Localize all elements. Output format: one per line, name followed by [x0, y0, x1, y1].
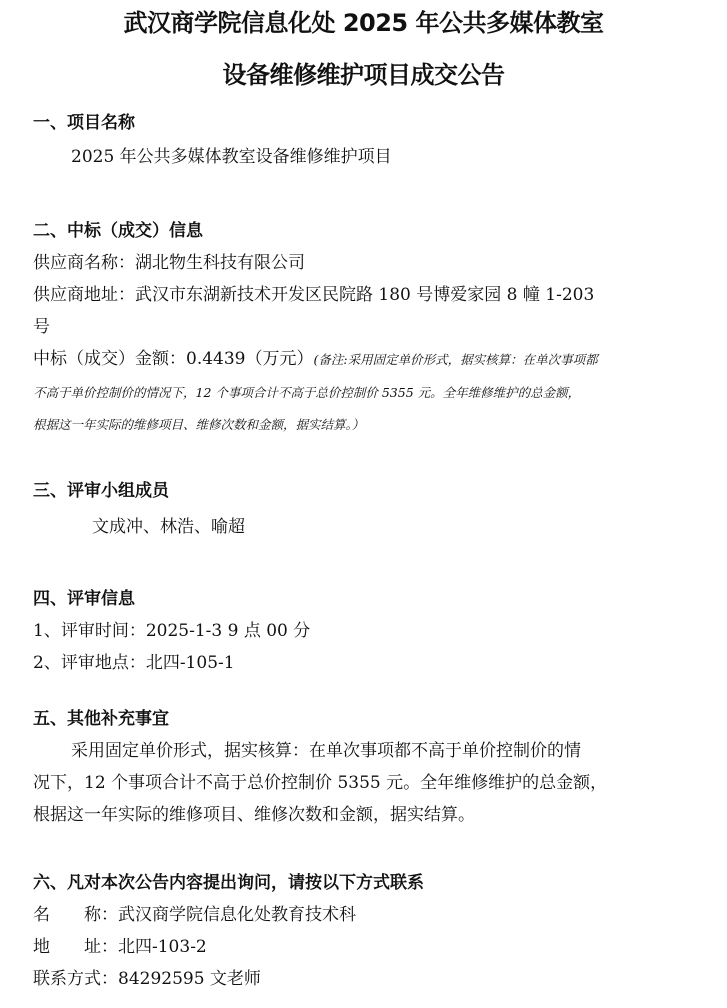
- bid-amount-line: [33, 348, 598, 371]
- amount-note-line-1: (备注:采用固定单价形式，据实核算：在单次事项都: [313, 352, 598, 367]
- supplier-address-line-1: 供应商地址：武汉市东湖新技术开发区民院路 180 号博爱家园 8 幢 1-203: [33, 285, 595, 305]
- other-matters-line-2: 况下，12 个事项合计不高于总价控制价 5355 元。全年维修维护的总金额，: [33, 773, 608, 793]
- contact-method-label: 联系方式：: [33, 969, 118, 989]
- section-heading-project-name: 一、项目名称: [33, 113, 135, 133]
- contact-name-label: 名 称：: [33, 905, 118, 925]
- contact-method-row: [33, 968, 261, 990]
- supplier-address-line-2: 号: [33, 317, 50, 337]
- amount-note-line-3: 根据这一年实际的维修项目、维修次数和金额，据实结算。）: [33, 417, 365, 432]
- contact-name-value: 武汉商学院信息化处教育技术科: [118, 905, 356, 925]
- section-heading-other-matters: 五、其他补充事宜: [33, 709, 169, 729]
- contact-address-value: 北四-103-2: [118, 937, 207, 957]
- bid-amount: 中标（成交）金额：0.4439（万元）: [33, 349, 314, 369]
- section-heading-review-panel: 三、评审小组成员: [33, 481, 169, 501]
- title-line-2: 设备维修维护项目成交公告: [222, 61, 505, 89]
- project-name-text: 2025 年公共多媒体教室设备维修维护项目: [71, 147, 392, 167]
- other-matters-line-3: 根据这一年实际的维修项目、维修次数和金额，据实结算。: [33, 805, 475, 825]
- supplier-name: 供应商名称：湖北物生科技有限公司: [33, 253, 305, 273]
- other-matters-line-1: 采用固定单价形式，据实核算：在单次事项都不高于单价控制价的情: [71, 741, 581, 761]
- section-heading-contact: 六、凡对本次公告内容提出询问，请按以下方式联系: [33, 873, 424, 893]
- contact-method-value: 84292595 文老师: [118, 969, 261, 989]
- contact-address-label: 地 址：: [33, 937, 118, 957]
- review-time: 1、评审时间：2025-1-3 9 点 00 分: [33, 621, 311, 641]
- contact-name-row: [33, 904, 356, 926]
- review-panel-members: 文成冲、林浩、喻超: [92, 517, 245, 537]
- review-place: 2、评审地点：北四-105-1: [33, 653, 235, 673]
- amount-note-line-2: 不高于单价控制价的情况下，12 个事项合计不高于总价控制价 5355 元。全年维修维护的总金额，: [33, 385, 581, 400]
- section-heading-review-info: 四、评审信息: [33, 589, 135, 609]
- title-line-1: 武汉商学院信息化处 2025 年公共多媒体教室: [123, 9, 604, 37]
- section-heading-winning-bid: 二、中标（成交）信息: [33, 221, 203, 241]
- contact-address-row: [33, 936, 207, 958]
